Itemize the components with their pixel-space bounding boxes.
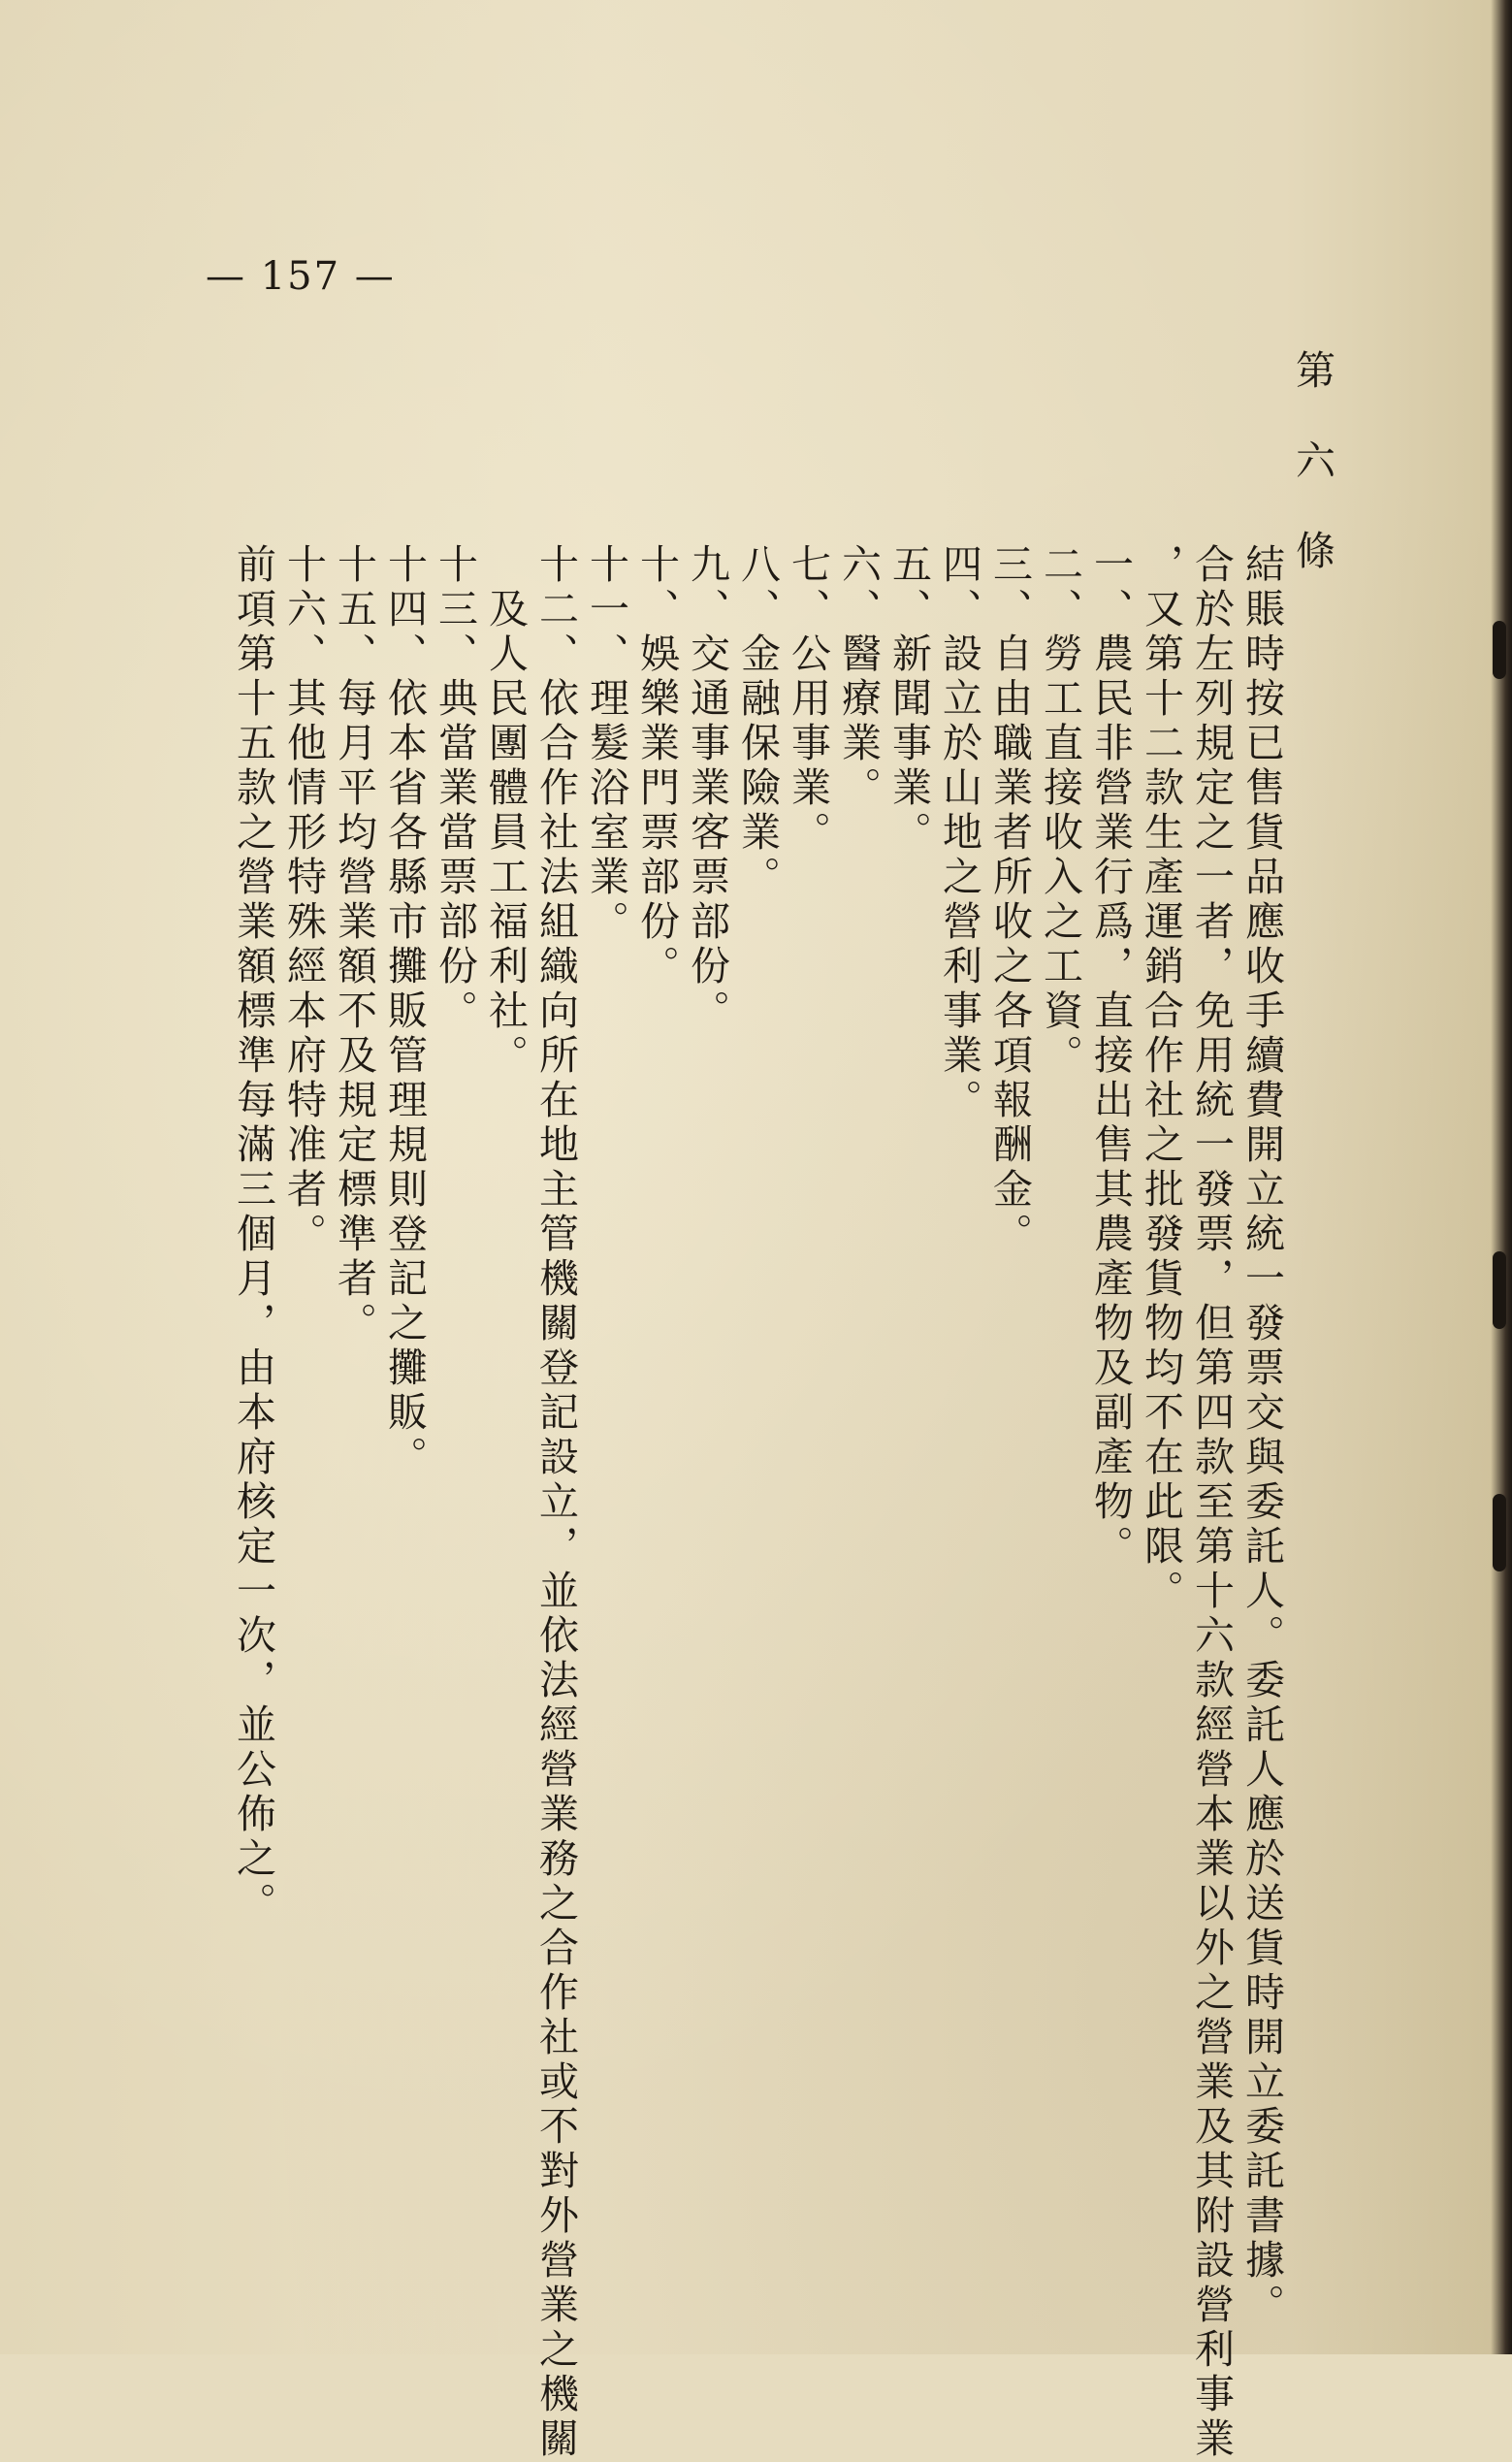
list-item: 一、農民非營業行爲，直接出售其農產物及副產物。 (1087, 543, 1134, 1570)
list-item: 八、金融保險業。 (734, 543, 781, 900)
text-line: 合於左列規定之一者，免用統一發票，但第四款至第十六款經營本業以外之營業及其附設營利事業 (1188, 543, 1235, 2462)
list-item: 三、自由職業者所收之各項報酬金。 (986, 543, 1033, 1257)
binding-mark (1493, 1494, 1506, 1571)
list-item: 九、交通事業客票部份。 (684, 543, 730, 1034)
text-line: ，又第十二款生產運銷合作社之批發貨物均不在此限。 (1138, 543, 1184, 1614)
text-line: 結賬時按已售貨品應收手續費開立統一發票交與委託人。委託人應於送貨時開立委託書據。 (1239, 543, 1285, 2328)
list-item: 十一、理髮浴室業。 (583, 543, 629, 945)
list-item: 十四、依本省各縣市攤販管理規則登記之攤販。 (381, 543, 428, 1480)
binding-mark (1493, 1251, 1506, 1329)
article-heading: 第六條 (1289, 349, 1335, 620)
list-item: 十三、典當業當票部份。 (432, 543, 478, 1034)
article-text (228, 349, 1337, 2462)
binding-mark (1493, 621, 1506, 679)
closing-paragraph: 前項第十五款之營業額標準每滿三個月，由本府核定一次，並公佈之。 (230, 543, 276, 1927)
page-edge-shadow (1491, 0, 1512, 2354)
list-item: 十、娛樂業門票部份。 (633, 543, 680, 989)
list-item: 十六、其他情形特殊經本府特准者。 (280, 543, 327, 1257)
list-item: 五、新聞事業。 (885, 543, 932, 856)
list-item: 四、設立於山地之營利事業。 (936, 543, 982, 1123)
list-item: 二、勞工直接收入之工資。 (1037, 543, 1083, 1079)
list-item: 七、公用事業。 (785, 543, 831, 856)
page-number: — 157 — (206, 254, 396, 299)
list-item-continuation: 及人民團體員工福利社。 (482, 588, 529, 1079)
list-item: 十五、每月平均營業額不及規定標準者。 (331, 543, 377, 1346)
list-item: 十二、依合作社法組織向所在地主管機關登記設立，並依法經營業務之合作社或不對外營業之機關 (532, 543, 579, 2462)
list-item: 六、醫療業。 (835, 543, 882, 811)
